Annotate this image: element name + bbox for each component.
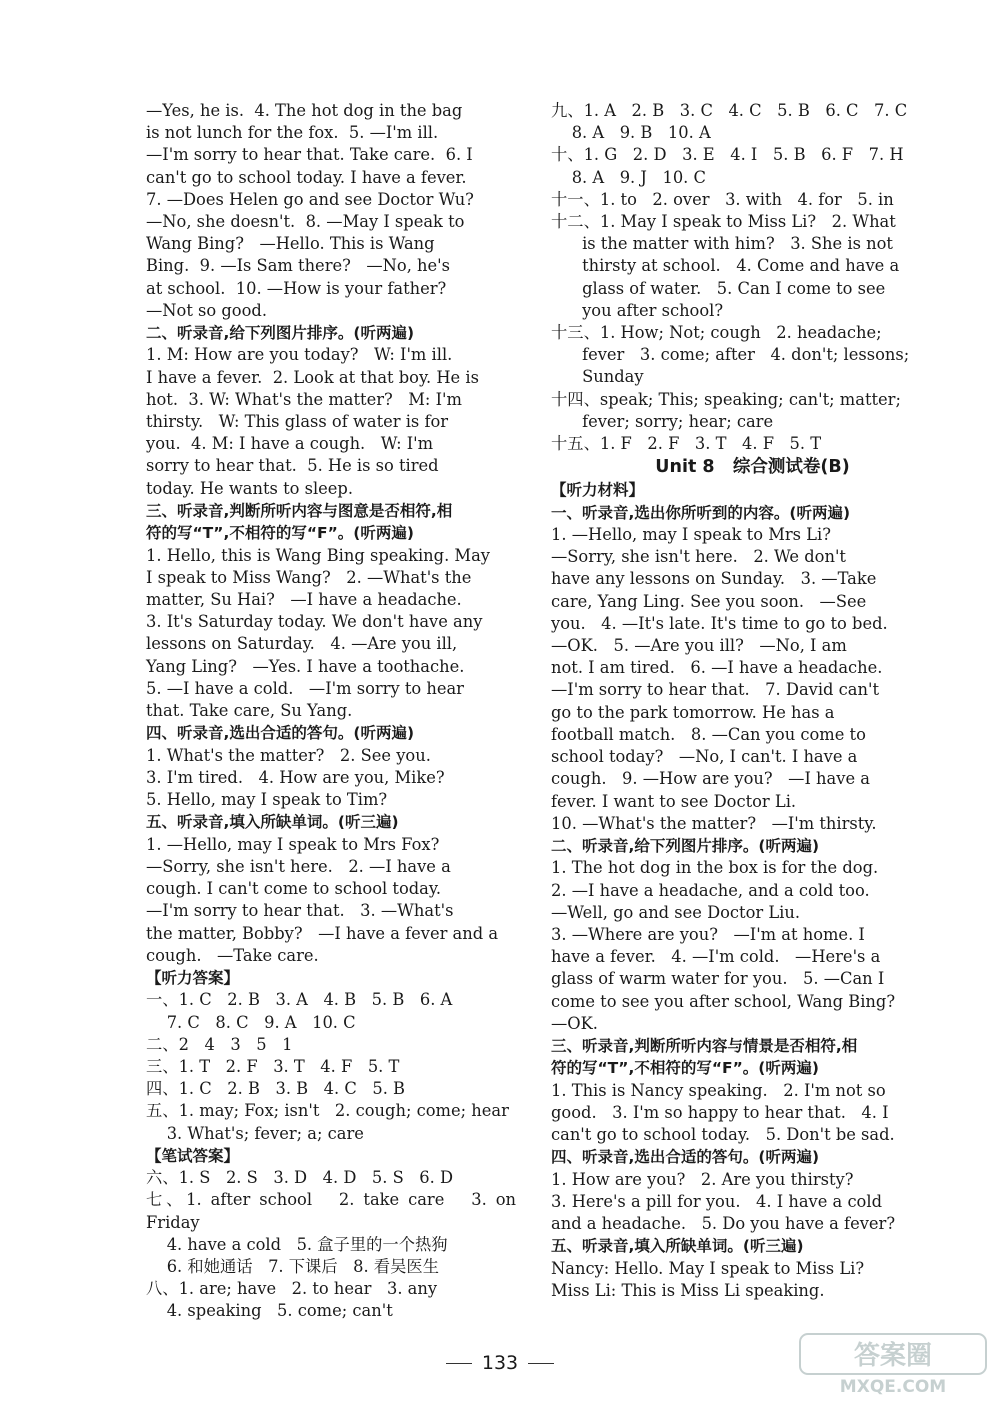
text-line: not. I am tired. 6. —I have a headache.	[551, 658, 883, 678]
text-line: can't go to school today. I have a fever.	[146, 167, 467, 187]
text-line: you. 4. M: I have a cough. W: I'm	[146, 434, 434, 454]
page-number: 133	[0, 1352, 1000, 1374]
text-line: care, Yang Ling. See you soon. —See	[551, 591, 867, 611]
text-line: hot. 3. W: What's the matter? M: I'm	[146, 389, 462, 409]
section-heading: 二、听录音,给下列图片排序。(听两遍)	[146, 324, 415, 343]
text-line: —Sorry, she isn't here. 2. We don't	[551, 547, 846, 567]
text-line: thirsty. W: This glass of water is for	[146, 412, 449, 432]
text-line: lessons on Saturday. 4. —Are you ill,	[146, 634, 458, 654]
text-line: 十一、1. to 2. over 3. with 4. for 5. in	[551, 189, 894, 209]
text-line: 7. —Does Helen go and see Doctor Wu?	[146, 189, 474, 209]
text-line: sorry to hear that. 5. He is so tired	[146, 456, 439, 476]
text-line: —I'm sorry to hear that. 3. —What's	[146, 901, 454, 921]
text-line: fever 3. come; after 4. don't; lessons;	[551, 345, 910, 365]
section-heading: 符的写“T”,不相符的写“F”。(听两遍)	[551, 1059, 819, 1078]
text-line: 九、1. A 2. B 3. C 4. C 5. B 6. C 7. C	[551, 101, 908, 120]
text-line: glass of warm water for you. 5. —Can I	[551, 969, 885, 989]
text-line: Miss Li: This is Miss Li speaking.	[551, 1280, 825, 1300]
text-line: Yang Ling? —Yes. I have a toothache.	[146, 656, 465, 676]
unit-title: Unit 8 综合测试卷(B)	[655, 457, 850, 478]
text-line: 7. C 8. C 9. A 10. C	[146, 1012, 356, 1032]
text-line: is not lunch for the fox. 5. —I'm ill.	[146, 123, 439, 143]
section-heading: 符的写“T”,不相符的写“F”。(听两遍)	[146, 524, 414, 543]
text-line: is the matter with him? 3. She is not	[551, 234, 893, 254]
text-line: 2. —I have a headache, and a cold too.	[551, 880, 870, 900]
text-line: 10. —What's the matter? —I'm thirsty.	[551, 813, 877, 833]
text-line: and a headache. 5. Do you have a fever?	[551, 1214, 896, 1234]
text-line: cough. —Take care.	[146, 945, 319, 965]
text-line: come to see you after school, Wang Bing?	[551, 991, 896, 1011]
text-line: 四、1. C 2. B 3. B 4. C 5. B	[146, 1079, 406, 1099]
text-line: 1. How are you? 2. Are you thirsty?	[551, 1169, 854, 1189]
text-line: —OK.	[551, 1013, 598, 1033]
text-line: —No, she doesn't. 8. —May I speak to	[146, 212, 465, 232]
text-line: cough. 9. —How are you? —I have a	[551, 769, 870, 789]
text-line: 1. The hot dog in the box is for the dog.	[551, 858, 879, 878]
text-line: 十四、speak; This; speaking; can't; matter;	[551, 389, 901, 409]
text-line: —I'm sorry to hear that. Take care. 6. I	[146, 145, 473, 165]
text-line: I have a fever. 2. Look at that boy. He is	[146, 367, 479, 387]
text-line: thirsty at school. 4. Come and have a	[551, 256, 900, 276]
text-line: 3. —Where are you? —I'm at home. I	[551, 924, 865, 944]
right-column	[551, 100, 954, 1302]
text-line: have a fever. 4. —I'm cold. —Here's a	[551, 947, 881, 967]
text-line: 3. It's Saturday today. We don't have any	[146, 612, 483, 632]
text-line: football match. 8. —Can you come to	[551, 724, 866, 744]
text-line: —OK. 5. —Are you ill? —No, I am	[551, 636, 847, 656]
section-heading: 【听力材料】	[551, 481, 645, 500]
text-line: 1. —Hello, may I speak to Mrs Fox?	[146, 834, 440, 854]
text-line: 3. Here's a pill for you. 4. I have a cold	[551, 1191, 882, 1211]
text-line: 七、1. after school 2. take care 3. on Friday	[146, 1190, 522, 1232]
text-line: you after school?	[551, 300, 724, 320]
text-line: I speak to Miss Wang? 2. —What's the	[146, 567, 472, 587]
section-heading: 五、听录音,填入所缺单词。(听三遍)	[146, 813, 399, 832]
text-line: 1. —Hello, may I speak to Mrs Li?	[551, 525, 831, 545]
text-line: fever. I want to see Doctor Li.	[551, 791, 797, 811]
text-line: 8. A 9. J 10. C	[551, 167, 706, 187]
section-heading: 三、听录音,判断所听内容与情景是否相符,相	[551, 1036, 858, 1055]
section-heading: 二、听录音,给下列图片排序。(听两遍)	[551, 836, 820, 855]
text-line: go to the park tomorrow. He has a	[551, 702, 835, 722]
section-heading: 四、听录音,选出合适的答句。(听两遍)	[551, 1148, 820, 1167]
text-line: 十、1. G 2. D 3. E 4. I 5. B 6. F 7. H	[551, 145, 904, 165]
text-line: 五、1. may; Fox; isn't 2. cough; come; hear	[146, 1101, 509, 1121]
section-heading: 【听力答案】	[146, 968, 240, 987]
text-line: good. 3. I'm so happy to hear that. 4. I	[551, 1102, 889, 1122]
watermark-logo	[798, 1328, 988, 1398]
text-line: can't go to school today. 5. Don't be sad.	[551, 1125, 895, 1145]
text-line: Sunday	[551, 367, 644, 387]
text-line: 4. have a cold 5. 盒子里的一个热狗	[146, 1234, 448, 1254]
text-line: Bing. 9. —Is Sam there? —No, he's	[146, 256, 451, 276]
section-heading: 一、听录音,选出你所听到的内容。(听两遍)	[551, 503, 851, 522]
svg-text:答案圈: 答案圈	[853, 1341, 933, 1371]
text-line: —Not so good.	[146, 300, 268, 320]
svg-text:MXQE.COM: MXQE.COM	[839, 1377, 947, 1397]
text-line: today. He wants to sleep.	[146, 478, 354, 498]
text-line: Wang Bing? —Hello. This is Wang	[146, 234, 435, 254]
text-line: 六、1. S 2. S 3. D 4. D 5. S 6. D	[146, 1168, 454, 1188]
text-line: —Well, go and see Doctor Liu.	[551, 902, 801, 922]
text-line: 8. A 9. B 10. A	[551, 123, 711, 143]
text-line: the matter, Bobby? —I have a fever and a	[146, 923, 499, 943]
section-heading: 【笔试答案】	[146, 1146, 240, 1165]
text-line: 十三、1. How; Not; cough 2. headache;	[551, 323, 882, 343]
text-line: 6. 和她通话 7. 下课后 8. 看吴医生	[146, 1256, 439, 1276]
text-line: 1. What's the matter? 2. See you.	[146, 745, 431, 765]
text-line: 十二、1. May I speak to Miss Li? 2. What	[551, 212, 896, 232]
text-line: 二、2 4 3 5 1	[146, 1034, 293, 1054]
text-line: 4. speaking 5. come; can't	[146, 1301, 393, 1321]
text-line: 3. I'm tired. 4. How are you, Mike?	[146, 767, 445, 787]
text-line: you. 4. —It's late. It's time to go to bed.	[551, 613, 888, 633]
text-line: —Yes, he is. 4. The hot dog in the bag	[146, 101, 463, 120]
text-line: 十五、1. F 2. F 3. T 4. F 5. T	[551, 434, 822, 454]
text-line: glass of water. 5. Can I come to see	[551, 278, 886, 298]
text-line: 1. M: How are you today? W: I'm ill.	[146, 345, 453, 365]
text-line: 一、1. C 2. B 3. A 4. B 5. B 6. A	[146, 990, 453, 1010]
text-line: Nancy: Hello. May I speak to Miss Li?	[551, 1258, 865, 1278]
text-line: —I'm sorry to hear that. 7. David can't	[551, 680, 879, 700]
text-line: fever; sorry; hear; care	[551, 411, 774, 431]
text-line: have any lessons on Sunday. 3. —Take	[551, 569, 877, 589]
text-line: 八、1. are; have 2. to hear 3. any	[146, 1279, 438, 1299]
text-line: 1. This is Nancy speaking. 2. I'm not so	[551, 1080, 886, 1100]
text-line: matter, Su Hai? —I have a headache.	[146, 590, 462, 610]
text-line: that. Take care, Su Yang.	[146, 701, 353, 721]
text-line: at school. 10. —How is your father?	[146, 278, 447, 298]
text-line: —Sorry, she isn't here. 2. —I have a	[146, 856, 451, 876]
text-line: school today? —No, I can't. I have a	[551, 747, 858, 767]
text-line: cough. I can't come to school today.	[146, 879, 442, 899]
section-heading: 四、听录音,选出合适的答句。(听两遍)	[146, 724, 415, 743]
left-column	[146, 100, 522, 1323]
text-line: 三、1. T 2. F 3. T 4. F 5. T	[146, 1056, 400, 1076]
text-line: 1. Hello, this is Wang Bing speaking. May	[146, 545, 491, 565]
text-line: 5. Hello, may I speak to Tim?	[146, 790, 388, 810]
section-heading: 五、听录音,填入所缺单词。(听三遍)	[551, 1237, 804, 1256]
text-line: 3. What's; fever; a; care	[146, 1123, 364, 1143]
text-line: 5. —I have a cold. —I'm sorry to hear	[146, 678, 464, 698]
section-heading: 三、听录音,判断所听内容与图意是否相符,相	[146, 501, 453, 520]
